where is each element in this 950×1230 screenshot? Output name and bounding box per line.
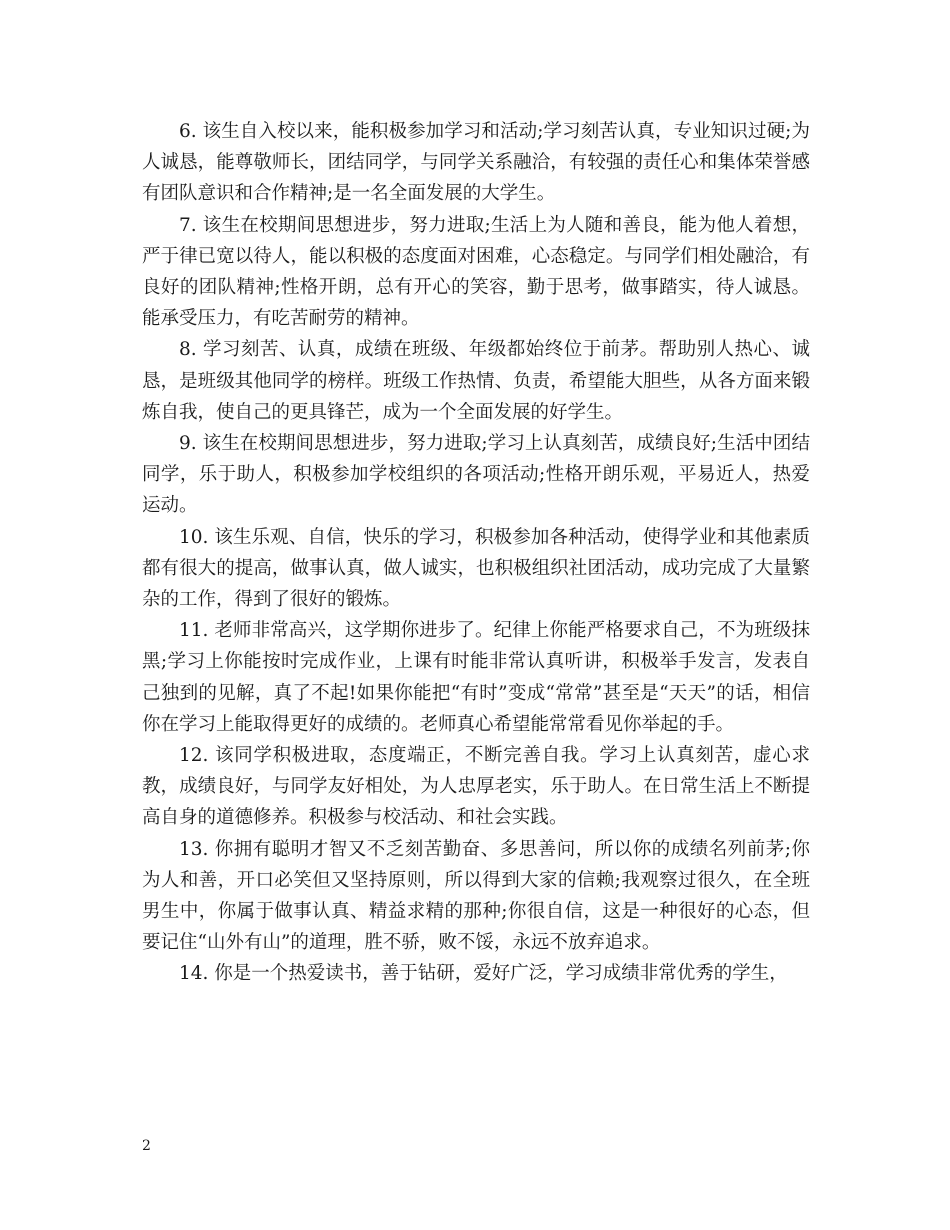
document-body [142,116,810,990]
paragraph-9: 9. 该生在校期间思想进步，努力进取;学习上认真刻苦，成绩良好;生活中团结同学，乐于助人，积极参加学校组织的各项活动;性格开朗乐观，平易近人，热爱运动。 [142,433,810,517]
paragraph-11: 11. 老师非常高兴，这学期你进步了。纪律上你能严格要求自己，不为班级抹黑;学习上你能按时完成作业，上课有时能非常认真听讲，积极举手发言，发表自己独到的见解，真了不起!如果你能把“有时”变成“常常”甚至是“天天”的话，相信你在学习上能取得更好的成绩的。老师真心希望能常常看见你举起的手。 [142,620,810,735]
paragraph-7: 7. 该生在校期间思想进步，努力进取;生活上为人随和善良，能为他人着想，严于律已宽以待人，能以积极的态度面对困难，心态稳定。与同学们相处融洽，有良好的团队精神;性格开朗，总有开心的笑容，勤于思考，做事踏实，待人诚恳。能承受压力，有吃苦耐劳的精神。 [142,214,810,330]
paragraph-10: 10. 该生乐观、自信，快乐的学习，积极参加各种活动，使得学业和其他素质都有很大的提高，做事认真，做人诚实，也积极组织社团活动，成功完成了大量繁杂的工作，得到了很好的锻炼。 [142,526,810,611]
paragraph-14: 14. 你是一个热爱读书，善于钻研，爱好广泛，学习成绩非常优秀的学生， [179,963,788,985]
paragraph-13: 13. 你拥有聪明才智又不乏刻苦勤奋、多思善问，所以你的成绩名列前茅;你为人和善，开口必笑但又坚持原则，所以得到大家的信赖;我观察过很久，在全班男生中，你属于做事认真、精益求精的那种;你很自信，这是一种很好的心态，但要记住“山外有山”的道理，胜不骄，败不馁，永远不放弃追求。 [142,838,810,954]
paragraph-12: 12. 该同学积极进取，态度端正，不断完善自我。学习上认真刻苦，虚心求教，成绩良好，与同学友好相处，为人忠厚老实，乐于助人。在日常生活上不断提高自身的道德修养。积极参与校活动、和社会实践。 [142,745,810,829]
page-number: 2 [142,1138,151,1154]
paragraph-8: 8. 学习刻苦、认真，成绩在班级、年级都始终位于前茅。帮助别人热心、诚恳，是班级其他同学的榜样。班级工作热情、负责，希望能大胆些，从各方面来锻炼自我，使自己的更具锋芒，成为一个全面发展的好学生。 [142,339,810,423]
paragraph-6: 6. 该生自入校以来，能积极参加学习和活动;学习刻苦认真，专业知识过硬;为人诚恳，能尊敬师长，团结同学，与同学关系融洽，有较强的责任心和集体荣誉感有团队意识和合作精神;是一名全面发展的大学生。 [142,121,810,205]
